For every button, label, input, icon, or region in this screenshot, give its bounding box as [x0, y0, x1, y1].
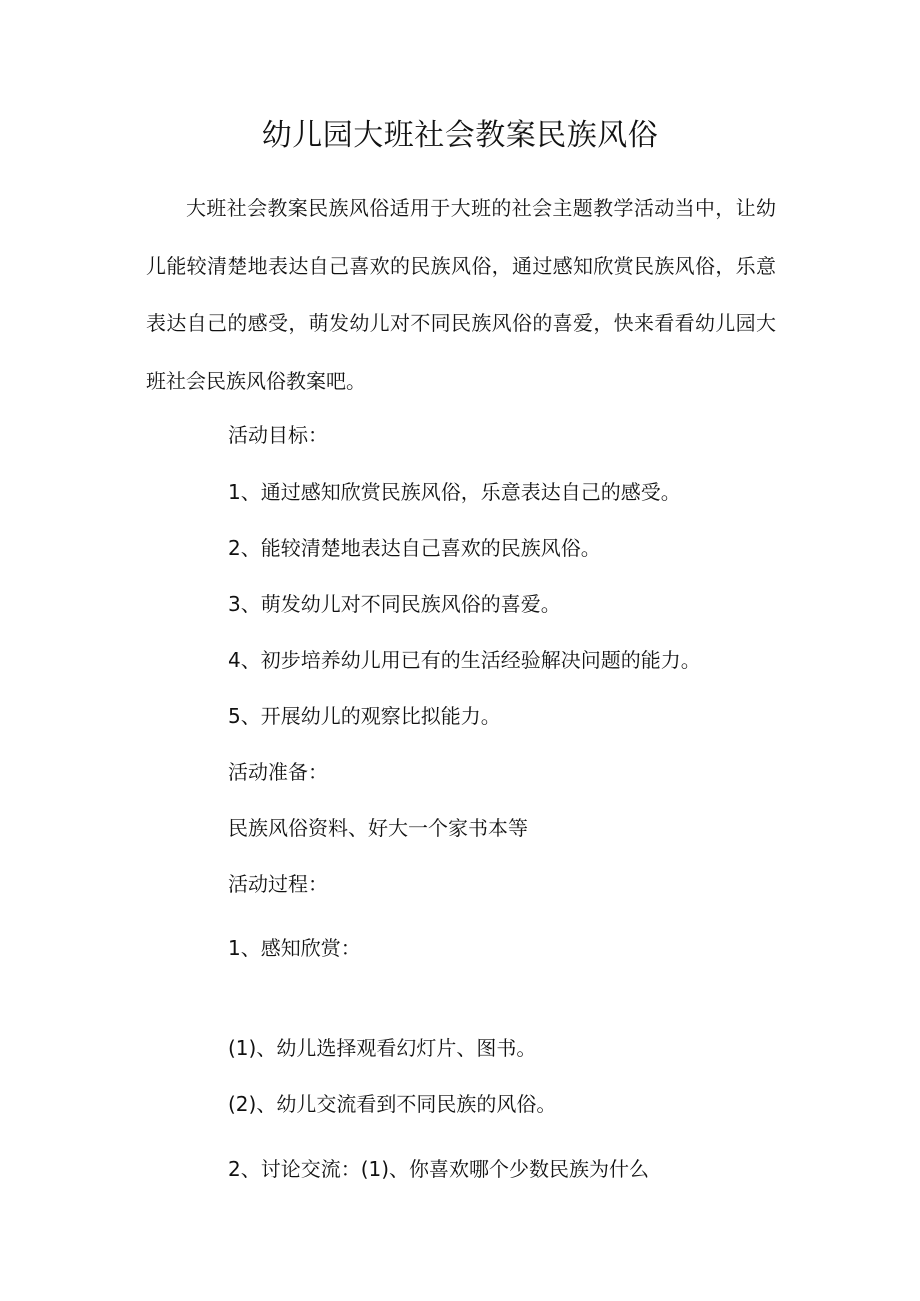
process-substep: (2)、幼儿交流看到不同民族的风俗。	[228, 1092, 557, 1116]
goals-heading: 活动目标：	[228, 423, 328, 447]
prep-heading: 活动准备：	[228, 760, 328, 784]
prep-text: 民族风俗资料、好大一个家书本等	[228, 816, 528, 840]
intro-paragraph: 大班社会教案民族风俗适用于大班的社会主题教学活动当中，让幼儿能较清楚地表达自己喜欢的民族风俗，通过感知欣赏民族风俗，乐意表达自己的感受，萌发幼儿对不同民族风俗的喜爱，快来看看幼儿园大班社会民族风俗教案吧。	[146, 196, 776, 393]
process-step-heading: 1、感知欣赏：	[228, 936, 361, 960]
goal-item: 3、萌发幼儿对不同民族风俗的喜爱。	[228, 592, 561, 616]
document-title: 幼儿园大班社会教案民族风俗	[261, 118, 659, 153]
goal-item: 1、通过感知欣赏民族风俗，乐意表达自己的感受。	[228, 480, 681, 504]
goal-item: 5、开展幼儿的观察比拟能力。	[228, 704, 501, 728]
process-heading: 活动过程：	[228, 872, 328, 896]
process-step-heading: 2、讨论交流：(1)、你喜欢哪个少数民族为什么	[228, 1157, 650, 1181]
goal-item: 4、初步培养幼儿用已有的生活经验解决问题的能力。	[228, 648, 701, 672]
goal-item: 2、能较清楚地表达自己喜欢的民族风俗。	[228, 536, 601, 560]
process-substep: (1)、幼儿选择观看幻灯片、图书。	[228, 1036, 537, 1060]
